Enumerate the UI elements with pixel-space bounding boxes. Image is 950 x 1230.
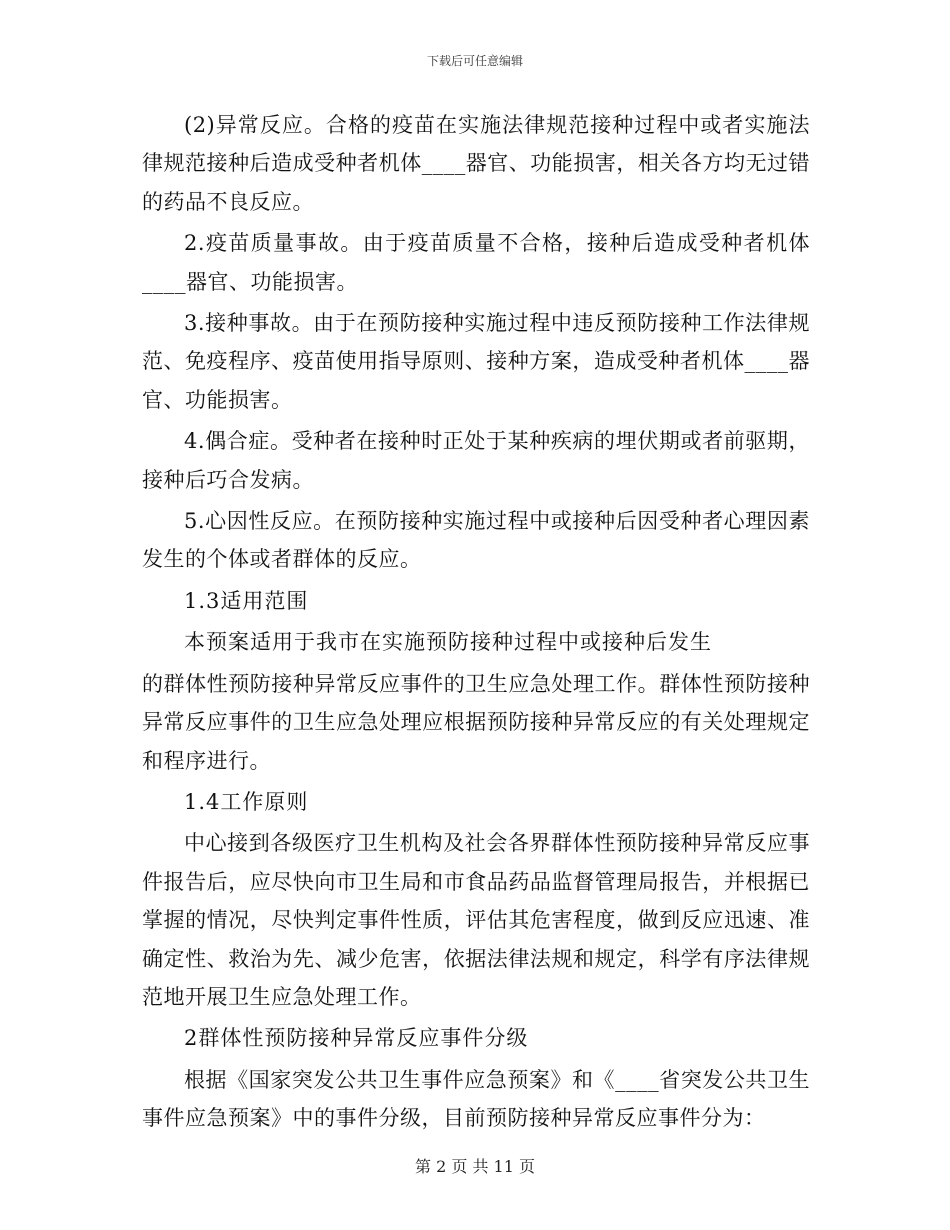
- paragraph-vaccine-quality-accident: 2.疫苗质量事故。由于疫苗质量不合格，接种后造成受种者机体____器官、功能损害。: [142, 231, 810, 294]
- page-header: 下载后可任意编辑: [426, 54, 523, 68]
- paragraph-scope-body: 的群体性预防接种异常反应事件的卫生应急处理工作。群体性预防接种异常反应事件的卫生应急处理应根据预防接种异常反应的有关处理规定和程序进行。: [142, 671, 810, 773]
- paragraph-principles-body: 中心接到各级医疗卫生机构及社会各界群体性预防接种异常反应事件报告后，应尽快向市卫生局和市食品药品监督管理局报告，并根据已掌握的情况，尽快判定事件性质，评估其危害程度，做到反应迅速、准确定性、救治为先、减少危害，依据法律法规和规定，科学有序法律规范地开展卫生应急处理工作。: [142, 831, 810, 1009]
- paragraph-coincidental-disease: 4.偶合症。受种者在接种时正处于某种疾病的埋伏期或者前驱期，接种后巧合发病。: [142, 429, 810, 492]
- paragraph-scope-line: 本预案适用于我市在实施预防接种过程中或接种后发生: [184, 630, 712, 655]
- section-heading-classification: 2群体性预防接种异常反应事件分级: [184, 1026, 529, 1051]
- paragraph-abnormal-reaction: (2)异常反应。合格的疫苗在实施法律规范接种过程中或者实施法律规范接种后造成受种者机体____器官、功能损害，相关各方均无过错的药品不良反应。: [142, 113, 810, 214]
- document-body: [142, 106, 810, 1141]
- section-heading-principles: 1.4工作原则: [184, 789, 309, 814]
- paragraph-psychogenic-reaction: 5.心因性反应。在预防接种实施过程中或接种后因受种者心理因素发生的个体或者群体的反应。: [142, 509, 810, 572]
- paragraph-vaccination-accident: 3.接种事故。由于在预防接种实施过程中违反预防接种工作法律规范、免疫程序、疫苗使用指导原则、接种方案，造成受种者机体____器官、功能损害。: [142, 311, 810, 412]
- page-number: 第 2 页 共 11 页: [415, 1157, 535, 1176]
- paragraph-classification-body: 根据《国家突发公共卫生事件应急预案》和《____省突发公共卫生事件应急预案》中的事件分级，目前预防接种异常反应事件分为：: [142, 1067, 810, 1131]
- section-heading-scope: 1.3适用范围: [184, 588, 309, 613]
